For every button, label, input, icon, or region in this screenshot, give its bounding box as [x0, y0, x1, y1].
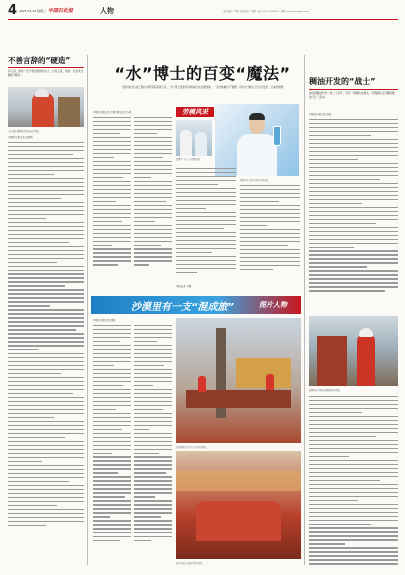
left-story-rule [8, 67, 84, 68]
colleague-figure-1 [180, 130, 192, 156]
main-signoff: 本报记者 王鹏 [176, 285, 192, 288]
left-story-caption: 李志强在现场检查设备运行情况。 [8, 130, 41, 133]
main-photo-caption: 张建军在实验室观察水样变化。 [240, 179, 271, 182]
masthead [8, 3, 398, 18]
rig-worker-1 [198, 376, 206, 392]
masthead-date: 2025.12.24 星期三 [19, 9, 47, 13]
bottom-label: 图片人物 [259, 301, 287, 309]
sample-vial-icon [273, 126, 281, 146]
rig-platform [186, 390, 291, 408]
right-story-byline: 中国石化报记者 孙伟 [309, 113, 332, 116]
bottom-headline: 沙漠里有一支“混成旅” [131, 302, 234, 313]
lab-coat [237, 134, 277, 176]
right-story-rule [309, 89, 398, 90]
masthead-paper-name: 中国石化报 [48, 8, 74, 14]
left-story-photo [8, 87, 84, 127]
main-body-col4 [240, 185, 300, 292]
worker-red-uniform [357, 334, 375, 386]
inset-photo [176, 120, 212, 156]
right-story-deck: 他扎根稠油开发一线二十余年，攻克一项项技术难关，带领团队让沉睡的稠油“活”了起来。 [309, 92, 395, 99]
left-story [8, 55, 84, 570]
worker-figure [32, 93, 54, 127]
bottom-banner [91, 296, 301, 314]
main-lab-photo [215, 104, 299, 176]
bottom-byline: 中国石化报记者 周明 [93, 319, 116, 322]
colleague-figure-2 [195, 132, 207, 156]
right-story [309, 76, 398, 566]
bottom-photo-1-caption: 沙漠腹地钻井平台上的作业场景。 [176, 446, 209, 449]
left-story-byline: 中国石化报记者 赵春明 [8, 136, 33, 139]
bottom-photo-1 [176, 318, 301, 443]
main-body-col3 [176, 168, 236, 292]
bottom-photo-2-caption: 钻井队员在沙漠中坚守岗位。 [176, 562, 205, 565]
right-story-body-top [309, 119, 398, 314]
right-story-caption: 刘建国在井场查看稠油开采情况。 [309, 389, 342, 392]
scientist-hair [249, 113, 265, 120]
worker-helmet [35, 89, 49, 97]
inset-caption: 张建军（右）与同事讨论 [176, 158, 201, 161]
main-deck: 胜利油田石油工程技术研究院高级专家、“水”博士张建军深耕油田水处理领域，一次次破解生产难题，用技术“魔法”让污水变清、让油田增效 [122, 86, 284, 89]
main-body-col1 [93, 117, 131, 292]
worker-helmet-right [359, 328, 373, 337]
main-byline: 中国石化报记者 王鹏 特约记者 李华 [93, 111, 132, 114]
masthead-rule [8, 19, 398, 20]
bottom-body-col2 [134, 325, 172, 567]
left-story-deck: 有人说，他是一名不善言辞的老实人；也有人说，他是一名技术过硬的“硬造”。 [8, 70, 84, 77]
right-story-photo [309, 316, 398, 386]
desert-equipment [176, 471, 301, 491]
column-divider-right [304, 55, 305, 565]
rig-worker-2 [266, 374, 274, 390]
desert-workers [196, 501, 281, 541]
rig-pipe-rack [236, 358, 291, 388]
masthead-section: 人物 [100, 7, 114, 15]
main-headline: “水”博士的百变“魔法” [114, 64, 291, 83]
page-number: 4 [8, 3, 18, 18]
right-story-headline: 稠油开发的“战士” [309, 77, 376, 86]
right-story-body-bottom [309, 396, 398, 566]
left-story-headline: 不善言辞的“硬造” [8, 56, 71, 65]
masthead-right-info: 责任编辑 / 马丽 · 版式设计 / 王鹏 · 电话 010-59963000 · 邮箱 renwu@sinopec.com [223, 10, 309, 13]
bottom-photo-2 [176, 451, 301, 559]
sidebar-label: 劳模风采 [176, 107, 214, 117]
main-body-col2 [134, 117, 172, 292]
left-story-body [8, 142, 84, 570]
equipment [58, 97, 80, 127]
column-divider-left [87, 55, 88, 565]
bottom-body-col1 [93, 325, 131, 567]
pumpjack-structure [317, 336, 347, 386]
